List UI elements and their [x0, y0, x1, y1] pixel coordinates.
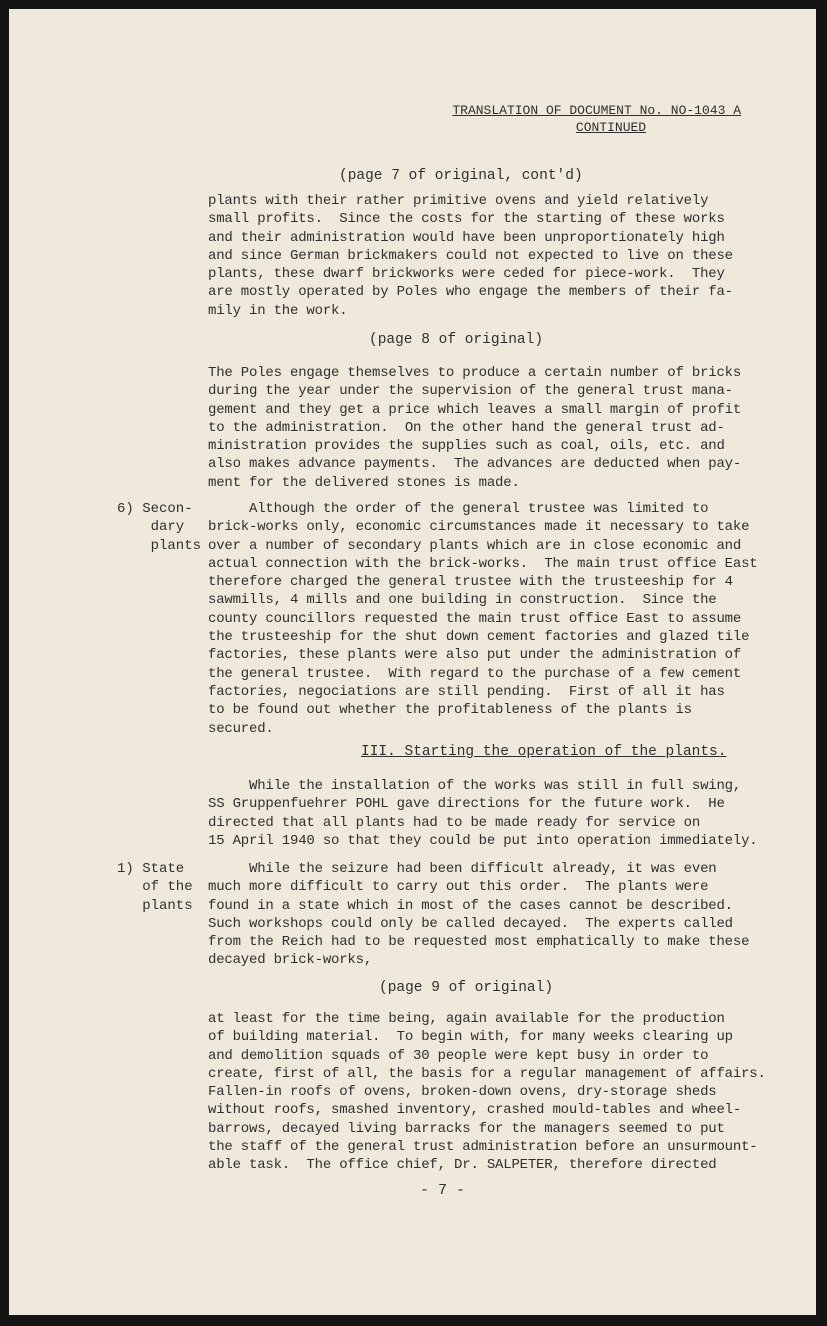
- document-page: [9, 9, 816, 1315]
- paragraph-1: plants with their rather primitive ovens and yield relatively small profits. Since the costs for the starting of these works and their administration would have been unproportionately high and since German brickmakers could not expected to live on these plants, these dwarf brickworks were ceded for piece-work. They are mostly operated by Poles who engage the members of their fa- mily in the work.: [208, 193, 733, 319]
- section-title: III. Starting the operation of the plants.: [361, 744, 727, 760]
- page-marker-8: (page 8 of original): [369, 332, 544, 348]
- page-number: - 7 -: [419, 1182, 465, 1199]
- header-title: TRANSLATION OF DOCUMENT No. NO-1043 A: [452, 103, 741, 118]
- document-header: [421, 102, 741, 136]
- paragraph-3: Although the order of the general trustee was limited to brick-works only, economic circumstances made it necessary to take over a number of secondary plants which are in close economic and actual connection with the brick-works. The main trust office East therefore charged the general trustee with the trusteeship for 4 sawmills, 4 mills and one building in construction. Since the county councillors requested the main trust office East to assume the trusteeship for the shut down cement factories and glazed tile factories, these plants were also put under the administration of the general trustee. With regard to the purchase of a few cement factories, negociations are still pending. First of all it has to be found out whether the profitableness of the plants is secured.: [208, 501, 758, 737]
- page-marker-7: (page 7 of original, cont'd): [339, 168, 583, 184]
- margin-note-secondary-plants: 6) Secon- dary plants: [117, 501, 202, 554]
- paragraph-4: While the installation of the works was still in full swing, SS Gruppenfuehrer POHL gave directions for the future work. He directed that all plants had to be made ready for service on 15 April 1940 so that they could be put into operation immediately.: [208, 778, 758, 849]
- page-marker-9: (page 9 of original): [379, 980, 554, 996]
- paragraph-6: at least for the time being, again available for the production of building material. To begin with, for many weeks clearing up and demolition squads of 30 people were kept busy in order to create, first of all, the basis for a regular management of affairs. Fallen-in roofs of ovens, broken-down ovens, dry-storage sheds without roofs, smashed inventory, crashed mould-tables and wheel- barrows, decayed living barracks for the managers seemed to put the staff of the general trust administration before an unsurmount- able task. The office chief, Dr. SALPETER, therefore directed: [208, 1011, 766, 1174]
- paragraph-2: The Poles engage themselves to produce a certain number of bricks during the year under the supervision of the general trust mana- gement and they get a price which leaves a small margin of profit to the administration. On the other hand the general trust ad- ministration provides the supplies such as coal, oils, etc. and also makes advance payments. The advances are deducted when pay- ment for the delivered stones is made.: [208, 365, 742, 491]
- paragraph-5: While the seizure had been difficult already, it was even much more difficult to carry out this order. The plants were found in a state which in most of the cases cannot be described. Such workshops could only be called decayed. The experts called from the Reich had to be requested most emphatically to make these decayed brick-works,: [208, 861, 750, 969]
- header-continued: CONTINUED: [575, 120, 647, 135]
- margin-note-state-of-plants: 1) State of the plants: [117, 861, 193, 914]
